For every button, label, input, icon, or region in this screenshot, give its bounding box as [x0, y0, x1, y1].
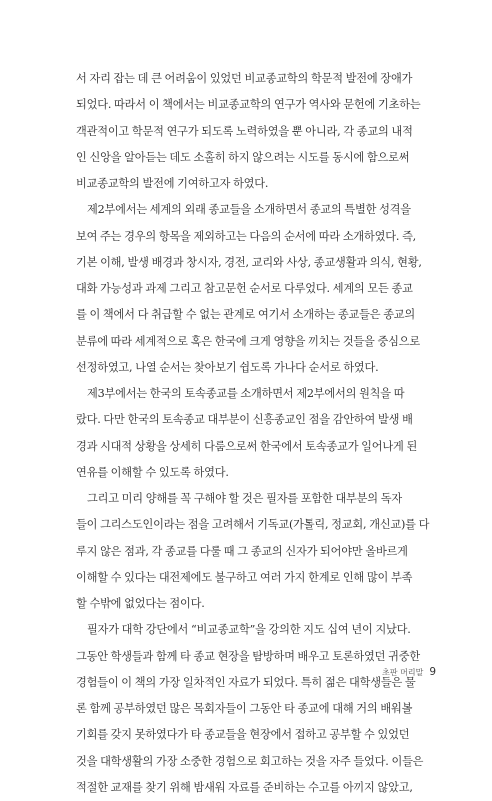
text-line: 루지 않은 점과, 각 종교를 다룰 때 그 종교의 신자가 되어야만 올바르게 [76, 544, 408, 558]
text-line: 보여 주는 경우의 항목을 제외하고는 다음의 순서에 따라 소개하였다. 즉, [76, 229, 417, 243]
text-line: 제3부에서는 한국의 토속종교를 소개하면서 제2부에서의 원칙을 따 [76, 387, 405, 400]
text-line: 그동안 학생들과 함께 타 종교 현장을 탐방하며 배우고 토론하였던 귀중한 [76, 649, 420, 663]
text-line: 할 수밖에 없었다는 점이다. [76, 597, 205, 610]
text-line: 이해할 수 있다는 대전제에도 불구하고 여러 가지 한계로 인해 많이 부족 [76, 570, 413, 584]
paragraph-4 [76, 486, 438, 617]
text-line: 연유를 이해할 수 있도록 하였다. [76, 465, 229, 479]
text-line: 경험들이 이 책의 가장 일차적인 자료가 되었다. 특히 젊은 대학생들은 물 [76, 675, 416, 689]
page-number: 9 [429, 666, 436, 678]
text-line: 선정하였고, 나열 순서는 찾아보기 쉽도록 가나다 순서로 하였다. [76, 360, 379, 374]
text-line: 론 함께 공부하였던 많은 목회자들이 그동안 타 종교에 대해 거의 배워볼 [76, 702, 413, 715]
text-line: 기회를 갖지 못하였다가 타 종교들을 현장에서 접하고 공부할 수 있었던 [76, 728, 410, 742]
running-title: 초판 머리말 [382, 668, 424, 677]
body-text [76, 66, 438, 801]
text-line: 랐다. 다만 한국의 토속종교 대부분이 신흥종교인 점을 감안하여 발생 배 [76, 413, 413, 427]
text-line: 기본 이해, 발생 배경과 창시자, 경전, 교리와 사상, 종교생활과 의식, 현황, [76, 255, 422, 269]
text-line: 대화 가능성과 과제 그리고 참고문헌 순서로 다루었다. 세계의 모든 종교 [76, 282, 413, 295]
text-line: 되었다. 따라서 이 책에서는 비교종교학의 연구가 역사와 문헌에 기초하는 [76, 98, 421, 112]
paragraph-1 [76, 66, 438, 197]
text-line: 서 자리 잡는 데 큰 어려움이 있었던 비교종교학의 학문적 발전에 장애가 [76, 72, 413, 85]
text-line: 것을 대학생활의 가장 소중한 경험으로 회고하는 것을 자주 들었다. 이들은 [76, 754, 424, 768]
text-line: 제2부에서는 세계의 외래 종교들을 소개하면서 종교의 특별한 성격을 [76, 203, 411, 217]
text-line: 필자가 대학 강단에서 “비교종교학”을 강의한 지도 십여 년이 지났다. [76, 623, 411, 637]
text-line: 적절한 교재를 찾기 위해 밤새워 자료를 준비하는 수고를 아끼지 않았고, [76, 780, 413, 794]
text-line: 를 이 책에서 다 취급할 수 없는 관계로 여기서 소개하는 종교들은 종교의 [76, 308, 416, 322]
text-line: 경과 시대적 상황을 상세히 다룸으로써 한국에서 토속종교가 일어나게 된 [76, 439, 418, 453]
text-line: 비교종교학의 발전에 기여하고자 하였다. [76, 177, 269, 190]
paragraph-3 [76, 381, 438, 486]
paragraph-2 [76, 197, 438, 381]
text-line: 그리고 미리 양해를 꼭 구해야 할 것은 필자를 포함한 대부분의 독자 [76, 492, 402, 505]
text-line: 객관적이고 학문적 연구가 되도록 노력하였을 뿐 아니라, 각 종교의 내적 [76, 124, 413, 138]
page-footer [382, 666, 436, 678]
text-line: 인 신앙을 알아듣는 데도 소홀히 하지 않으려는 시도를 동시에 함으로써 [76, 150, 410, 164]
text-line: 들이 그리스도인이라는 점을 고려해서 기독교(가톨릭, 정교회, 개신교)를 다 [76, 518, 430, 532]
text-line: 분류에 따라 세계적으로 혹은 한국에 크게 영향을 끼치는 것들을 중심으로 [76, 334, 420, 348]
paragraph-5 [76, 617, 438, 801]
